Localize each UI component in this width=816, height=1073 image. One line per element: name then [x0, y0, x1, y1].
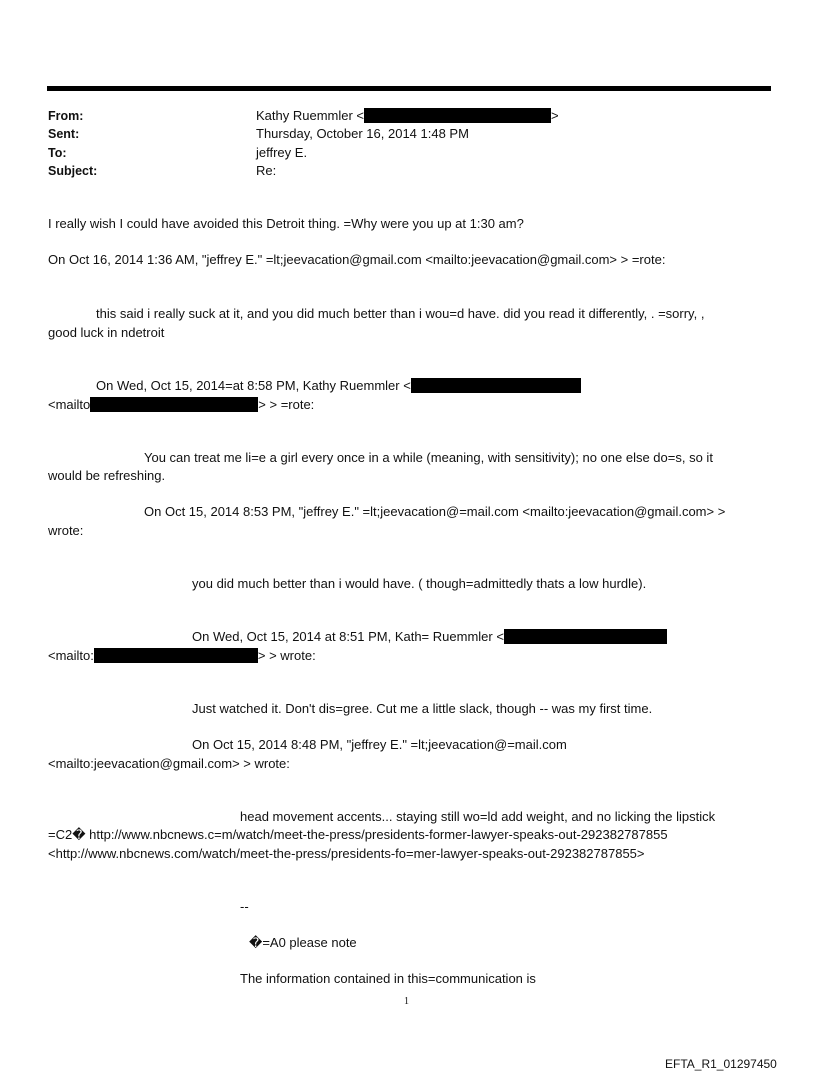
- redaction-box: [90, 397, 258, 412]
- from-name: Kathy Ruemmler <: [256, 108, 365, 123]
- quote-header-text: On Wed, Oct 15, 2014 at 8:51 PM, Kath= Ruemmler <: [192, 629, 504, 644]
- body-line: you did much better than i would have. ( though=admittedly thats a low hurdle).: [192, 576, 647, 591]
- redaction-box: [504, 629, 667, 644]
- quote-header: [48, 647, 316, 665]
- page-number: 1: [404, 996, 409, 1007]
- quote-header: On Oct 16, 2014 1:36 AM, "jeffrey E." =lt;jeevacation@gmail.com <mailto:jeevacation@gmail.com> > =rote:: [48, 252, 666, 267]
- subject-label: Subject:: [48, 164, 98, 178]
- quote-header: [192, 628, 667, 646]
- redaction-box: [364, 108, 551, 123]
- body-line: head movement accents... staying still wo=ld add weight, and no licking the lipstick: [240, 809, 716, 824]
- quote-header-text: On Wed, Oct 15, 2014=at 8:58 PM, Kathy Ruemmler <: [96, 378, 411, 393]
- to-label: To:: [48, 146, 67, 160]
- quote-header: <mailto:jeevacation@gmail.com> > wrote:: [48, 756, 290, 771]
- header-rule: [47, 86, 771, 91]
- quote-header: [96, 377, 581, 395]
- body-line: You can treat me li=e a girl every once in a while (meaning, with sensitivity); no one else do=s, so it: [144, 450, 713, 465]
- quote-header: [48, 396, 314, 414]
- body-line: I really wish I could have avoided this Detroit thing. =Why were you up at 1:30 am?: [48, 216, 524, 231]
- from-close: >: [551, 108, 559, 123]
- body-line: =C2� http://www.nbcnews.c=m/watch/meet-the-press/presidents-former-lawyer-speaks-out-292382787855: [48, 827, 668, 842]
- body-line: The information contained in this=communication is: [240, 971, 536, 986]
- to-value: jeffrey E.: [256, 145, 308, 160]
- body-line: Just watched it. Don't dis=gree. Cut me a little slack, though -- was my first time.: [192, 701, 653, 716]
- body-line: <http://www.nbcnews.com/watch/meet-the-press/presidents-fo=mer-lawyer-speaks-out-292382787855>: [48, 846, 645, 861]
- subject-value: Re:: [256, 163, 277, 178]
- mailto-close: > > wrote:: [257, 648, 316, 663]
- from-label: From:: [48, 109, 84, 123]
- body-line: this said i really suck at it, and you did much better than i wou=d have. did you read it differently, . =sorry, ,: [96, 306, 705, 321]
- mailto-close: > > =rote:: [258, 397, 315, 412]
- sent-label: Sent:: [48, 127, 80, 141]
- quote-header: On Oct 15, 2014 8:53 PM, "jeffrey E." =lt;jeevacation@=mail.com <mailto:jeevacation@gmail.com> >: [144, 504, 726, 519]
- redaction-box: [411, 378, 581, 393]
- sent-value: Thursday, October 16, 2014 1:48 PM: [256, 126, 469, 141]
- redaction-box: [94, 648, 258, 663]
- from-value: [256, 107, 559, 125]
- bates-number: EFTA_R1_01297450: [665, 1057, 777, 1071]
- mailto-text: <mailto:: [48, 648, 94, 663]
- body-line: good luck in ndetroit: [48, 325, 165, 340]
- signature-separator: --: [240, 899, 249, 914]
- mailto-text: <mailto: [48, 397, 91, 412]
- quote-header: wrote:: [48, 523, 84, 538]
- body-line: would be refreshing.: [48, 468, 166, 483]
- quote-header: On Oct 15, 2014 8:48 PM, "jeffrey E." =lt;jeevacation@=mail.com: [192, 737, 567, 752]
- body-line: �=A0 please note: [249, 935, 357, 950]
